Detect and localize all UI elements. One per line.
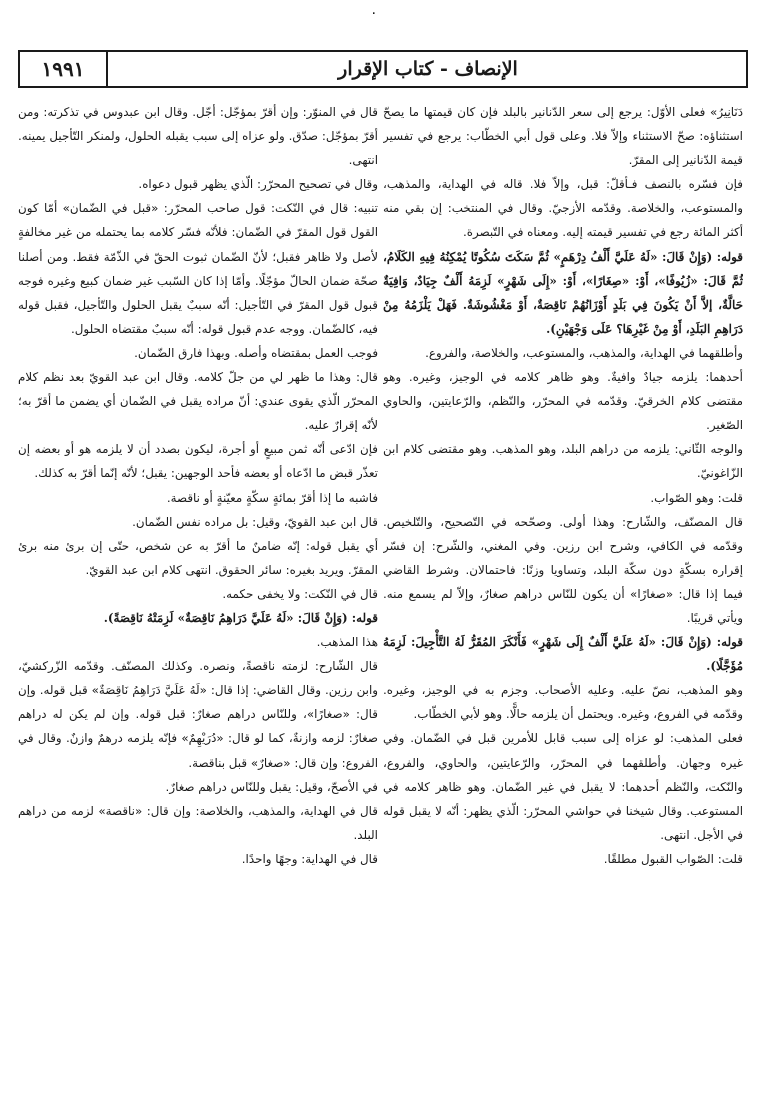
top-mark: ٠	[370, 5, 378, 21]
left-column	[18, 100, 378, 1100]
paragraph: هذا المذهب.	[316, 635, 378, 650]
paragraph: أحدهما: يلزمه جيادٌ وافيةٌ. وهو ظاهر كلامه في الوجيز، وغيره. وهو مقتضى كلام الخرقيّ. وقدّمه في المحرّر، والنّظم، والرّعايتين، والحاوي الصّغير.	[383, 370, 743, 433]
running-title: الإنصاف - كتاب الإقرار	[338, 58, 518, 80]
paragraph: في الأصحّ، وقيل: يقبل وللنّاس دراهم صغارٌ.	[165, 779, 378, 794]
paragraph: أي يقبل قوله: إنّه ضامنٌ ما أقرّ به عن شخص، حتّى إن برئ منه برئ المقرّ. ويريد بغيره: سائر الحقوق. انتهى كلام ابن عبد القويّ.	[18, 538, 378, 577]
paragraph: فوجب العمل بمقتضاه وأصله. وبهذا فارق الضّمان.	[134, 345, 378, 360]
paragraph: قال: وهذا ما ظهر لي من جلّ كلامه. وقال ابن عبد القويّ بعد نظم كلام المحرّر الّذي يقوى عندي: أنّ مراده يقبل في الضّمان أي يضمن ما أقرّ به؛ لأنّه إقرارٌ عليه.	[18, 370, 378, 433]
quoted-text: قوله: (وَإِنْ قَالَ: «لَهُ عَلَيَّ أَلْفُ دِرْهَمٍ» ثُمَّ سَكَتَ سُكُوتًا يُمْكِنُهُ فِيهِ الكَلَامُ، ثُمَّ قَالَ: «زُيُوفًا»، أَوْ: «صِغَارًا»، أَوْ: «إِلَى شَهْرٍ» لَزِمَهُ أَلْفٌ جِيَادٌ، وَافِيَةٌ حَالَّةٌ، إلاَّ أَنْ يَكُونَ فِي بَلَدٍ أَوْزَانُهُمْ نَاقِصَةٌ، أَوْ مَغْشُوشَةٌ. فَهَلْ يَلْزَمُهُ مِنْ دَرَاهِمِ البَلَدِ، أَوْ مِنْ غَيْرِهَا؟ عَلَى وَجْهَيْنِ).	[383, 249, 743, 336]
paragraph: قال في الهداية، والمذهب، والخلاصة: وإن قال: «ناقصة» لزمه من دراهم البلد.	[18, 803, 378, 842]
paragraph: والوجه الثّاني: يلزمه من دراهم البلد، وهو المذهب. وهو مقتضى كلام ابن الزّاغونيّ.	[383, 442, 743, 481]
paragraph: فعلى المذهب: لو عزاه إلى سبب قابل للأمرين قبل في الضّمان. وفي غيره وجهان. وأطلقهما في المحرّر، والرّعايتين، والحاوي، والفروع، والنّكت، والنّظم أحدهما: لا يقبل في غير الضّمان. وهو ظاهر كلامه في المستوعب. وقال شيخنا في حواشي المحرّر: الّذي يظهر: أنّه لا يقبل قوله في الأجل. انتهى.	[383, 731, 743, 842]
paragraph: فإن ادّعى أنّه ثمن مبيعٍ أو أجرة، ليكون بصدد أن لا يلزمه هو أو بعضه إن تعذّر قبض ما ادّعاه أو بعضه فأحد الوجهين: يقبل؛ لأنّه إنّما أقرّ به كذلك.	[18, 442, 378, 481]
paragraph: دَنَانِيرُ» فعلى الأوّل: يرجع إلى سعر الدّنانير بالبلد فإن كان قيمتها ما يصحّ استثناؤه: صحّ الاستثناء وإلاّ فلا. وعلى قول أبي الخطّاب: يرجع في تفسير قيمة الدّنانير إلى المقرّ.	[383, 105, 743, 168]
paragraph: وأطلقهما في الهداية، والمذهب، والمستوعب، والخلاصة، والفروع.	[425, 345, 743, 360]
paragraph: فإن فسّره بالنصف فـأقلّ: قبل، وإلاّ فلا. قاله في الهداية، والمذهب، والمستوعب، والخلاصة. وقدّمه الأزجيّ. وقال في المنتخب: إن بقي منه أكثر المائة رجع في تفسير قيمته إليه. ومعناه في التّبصرة.	[383, 177, 743, 240]
paragraph: قال في المنوّر: وإن أقرّ بمؤجّل: أجّل. وقال ابن عبدوس في تذكرته: ومن أقرّ بمؤجّل: صدّق. ولو عزاه إلى سبب يقبله الحلول، ولمنكر التّأجيل يمينه. انتهى.	[18, 105, 378, 168]
paragraph: قال في النّكت: ولا يخفى حكمه.	[222, 586, 378, 601]
quoted-text: قوله: (وَإِنْ قَالَ: «لَهُ عَلَيَّ أَلْفٌ إِلَى شَهْرٍ» فَأَنْكَرَ المُقَرُّ لَهُ التَّأْجِيلَ: لَزِمَهُ مُؤَجَّلًا).	[383, 635, 743, 674]
right-column	[383, 100, 743, 1100]
paragraph: قلت: وهو الصّواب.	[650, 490, 743, 505]
paragraph: فاشبه ما إذا أقرّ بمائةٍ سكّةٍ معيّنةٍ أو ناقصة.	[166, 490, 378, 505]
quoted-text: قوله: (وَإِنْ قَالَ: «لَهُ عَلَيَّ دَرَاهِمُ نَاقِصَةٌ» لَزِمَتْهُ نَاقِصَةً).	[103, 610, 378, 625]
paragraph: قال المصنّف، والشّارح: وهذا أولى. وصحّحه في التّصحيح، والتّلخيص. وقدّمه في الكافي، وشرح ابن رزين. وفي المغني، والشّرح: إن فسّر إقراره بسكّةٍ دون سكّة البلد، وتساويا وزنًا: فاحتمالان. وشرط القاضي فيما إذا قال: «صغارًا» أن يكون للنّاس دراهم صغارٌ، وإلاّ لم يسمع منه. ويأتي قريبًا.	[383, 514, 743, 625]
paragraph: تنبيه: قال في النّكت: قول صاحب المحرّر: «قبل في الضّمان» أمّا كون القول قول المقرّ في الضّمان: فلأنّه فسّر كلامه بما يحتمله من غير مخالفةٍ لأصل ولا ظاهر فقبل؛ لأنّ الضّمان ثبوت الحقّ في الذّمّة فقط. ومن أصلنا صحّة ضمان الحالّ مؤجّلًا. وأمّا إذا كان السّبب غير ضمان كبيع وغيره فوجه قبول قول المقرّ في التّأجيل: أنّه سببٌ يقبل الحلول والتّأجيل، فقبل قوله فيه، كالضّمان. ووجه عدم قبول قوله: أنّه سببٌ مقتضاه الحلول.	[18, 201, 378, 336]
paragraph: قال ابن عبد القويّ، وقيل: بل مراده نفس الضّمان.	[132, 514, 378, 529]
paragraph: قال في الهداية: وجهًا واحدًا.	[241, 851, 378, 866]
paragraph: قلت: الصّواب القبول مطلقًا.	[603, 851, 743, 866]
paragraph: قال الشّارح: لزمته ناقصةً، ونصره. وكذلك المصنّف. وقدّمه الزّركشيّ، وابن رزين. وقال القاضي: إذا قال: «لَهُ عَلَيَّ دَرَاهِمُ نَاقِصَةٌ» قبل قوله. وإن قال: «صغارًا»، وللنّاس دراهم صغارٌ: قبل قوله. وإن لم يكن له دراهم صغارٌ: لزمه وازنةٌ، كما لو قال: «دُرَيْهِمٌ» فإنّه يلزمه درهمٌ وازنٌ. وقال في الفروع: وإن قال: «صغارٌ» قبل بناقصة.	[18, 659, 378, 770]
paragraph: وقال في تصحيح المحرّر: الّذي يظهر قبول دعواه.	[138, 177, 378, 192]
page-header	[18, 50, 748, 88]
page-number: ١٩٩١	[20, 52, 108, 86]
paragraph: وهو المذهب، نصّ عليه. وعليه الأصحاب. وجزم به في الوجيز، وغيره. وقدّمه في الفروع، وغيره. ويحتمل أن يلزمه حالًّا. وهو لأبي الخطّاب.	[383, 683, 743, 722]
